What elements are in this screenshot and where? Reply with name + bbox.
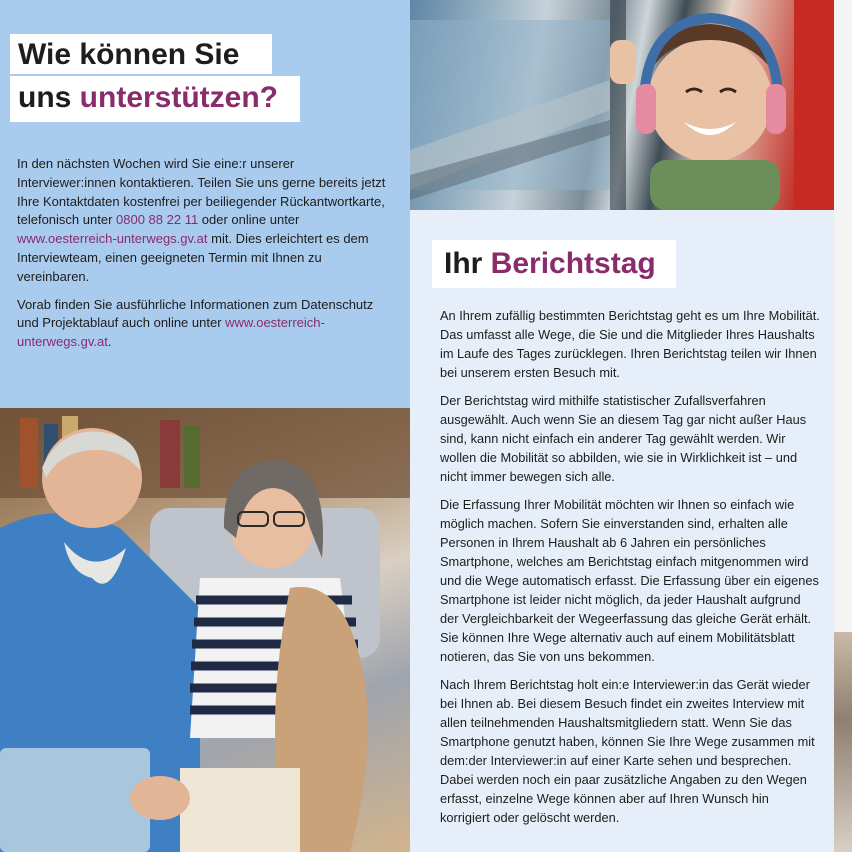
section-heading (432, 240, 676, 288)
adjacent-page-photo-edge (834, 632, 852, 852)
support-paragraph-2 (17, 296, 389, 352)
support-p2-text-1: Vorab finden Sie ausführliche Informationen zum Datenschutz und Projektablauf auch online unter (17, 296, 374, 331)
heading-line-1 (10, 34, 272, 74)
website-link-2[interactable]: www.oesterreich-unterwegs.gv.at (17, 315, 325, 350)
phone-number-link[interactable]: 0800 88 22 11 (116, 212, 199, 228)
report-paragraph-3: Die Erfassung Ihrer Mobilität möchten wir Ihnen so einfach wie möglich machen. Sofern Sie einverstanden sind, erhalten alle Personen in Ihrem Haushalt ab 6 Jahren ein persönliches Smartphone, welches am Berichtstag einfach mitgenommen wird und die Wege automatisch erfasst. Die Erfassung über ein eigenes Smartphone ist leider nicht möglich, da jeder Haushalt aufgrund der Vergleichbarkeit der Wegeerfassung das gleiche Gerät erhält. Sie können Ihre Wege alternativ auch auf einem Mobilitätsblatt notieren, das Sie von uns bekommen. (440, 497, 819, 664)
support-p1-text-3: mit. Dies erleichtert es dem Interviewteam, einen geeigneten Termin mit Ihnen zu vereinbaren. (17, 231, 369, 284)
section-heading-accent: Berichtstag (490, 247, 656, 280)
section-heading-prefix: Ihr (444, 247, 491, 280)
website-link[interactable]: www.oesterreich-unterwegs.gv.at (17, 231, 208, 247)
heading-line-2-accent: unterstützen? (79, 81, 278, 114)
support-p1-text-2: oder online unter (198, 212, 300, 228)
seniors-laptop-photo (0, 408, 410, 852)
report-paragraph-4: Nach Ihrem Berichtstag holt ein:e Interviewer:in das Gerät wieder bei Ihnen ab. Bei diesem Besuch findet ein zweites Interview mit allen teilnehmenden Haushaltsmitgliedern statt. Wenn Sie das Smartphone genutzt haben, können Sie Ihre Wege zusammen mit dem:der Interviewer:in auf einer Karte sehen und besprechen. Dabei werden noch ein paar zusätzliche Angaben zu den Wegen erfasst, einzelne Wege können aber auf Ihren Wunsch hin korrigiert oder gelöscht werden. (440, 677, 815, 825)
support-text-block (17, 155, 389, 361)
report-paragraph-1: An Ihrem zufällig bestimmten Berichtstag geht es um Ihre Mobilität. Das umfasst alle Wege, die Sie und die Mitglieder Ihres Haushalts im Laufe des Tages zurücklegen. Ihren Berichtstag teilen wir Ihnen bei unserem ersten Besuch mit. (440, 308, 820, 380)
report-day-text-block (440, 306, 820, 836)
support-paragraph-1 (17, 155, 389, 287)
heading-line-1-text: Wie können Sie (18, 38, 240, 71)
report-paragraph-2: Der Berichtstag wird mithilfe statistischer Zufallsverfahren ausgewählt. Auch wenn Sie an diesem Tag gar nicht außer Haus sind, kann nicht einfach ein anderer Tag gewählt werden. Wir wollen die Mobilität so abbilden, wie sie in Wirklichkeit ist – und nicht immer bewegen sich alle. (440, 393, 807, 484)
heading-line-2-prefix: uns (18, 81, 80, 114)
support-p2-text-2: . (107, 334, 112, 350)
support-p1-text-1: In den nächsten Wochen wird Sie eine:r unserer Interviewer:innen kontaktieren. Teilen Sie uns gerne bereits jetzt Ihre Kontaktdaten kostenfrei per beiliegender Rückantwortkarte, telefonisch unter (17, 156, 386, 228)
heading-line-2 (10, 76, 300, 122)
seniors-illustration (0, 408, 410, 852)
child-train-photo (410, 0, 834, 210)
child-train-illustration (410, 0, 834, 210)
